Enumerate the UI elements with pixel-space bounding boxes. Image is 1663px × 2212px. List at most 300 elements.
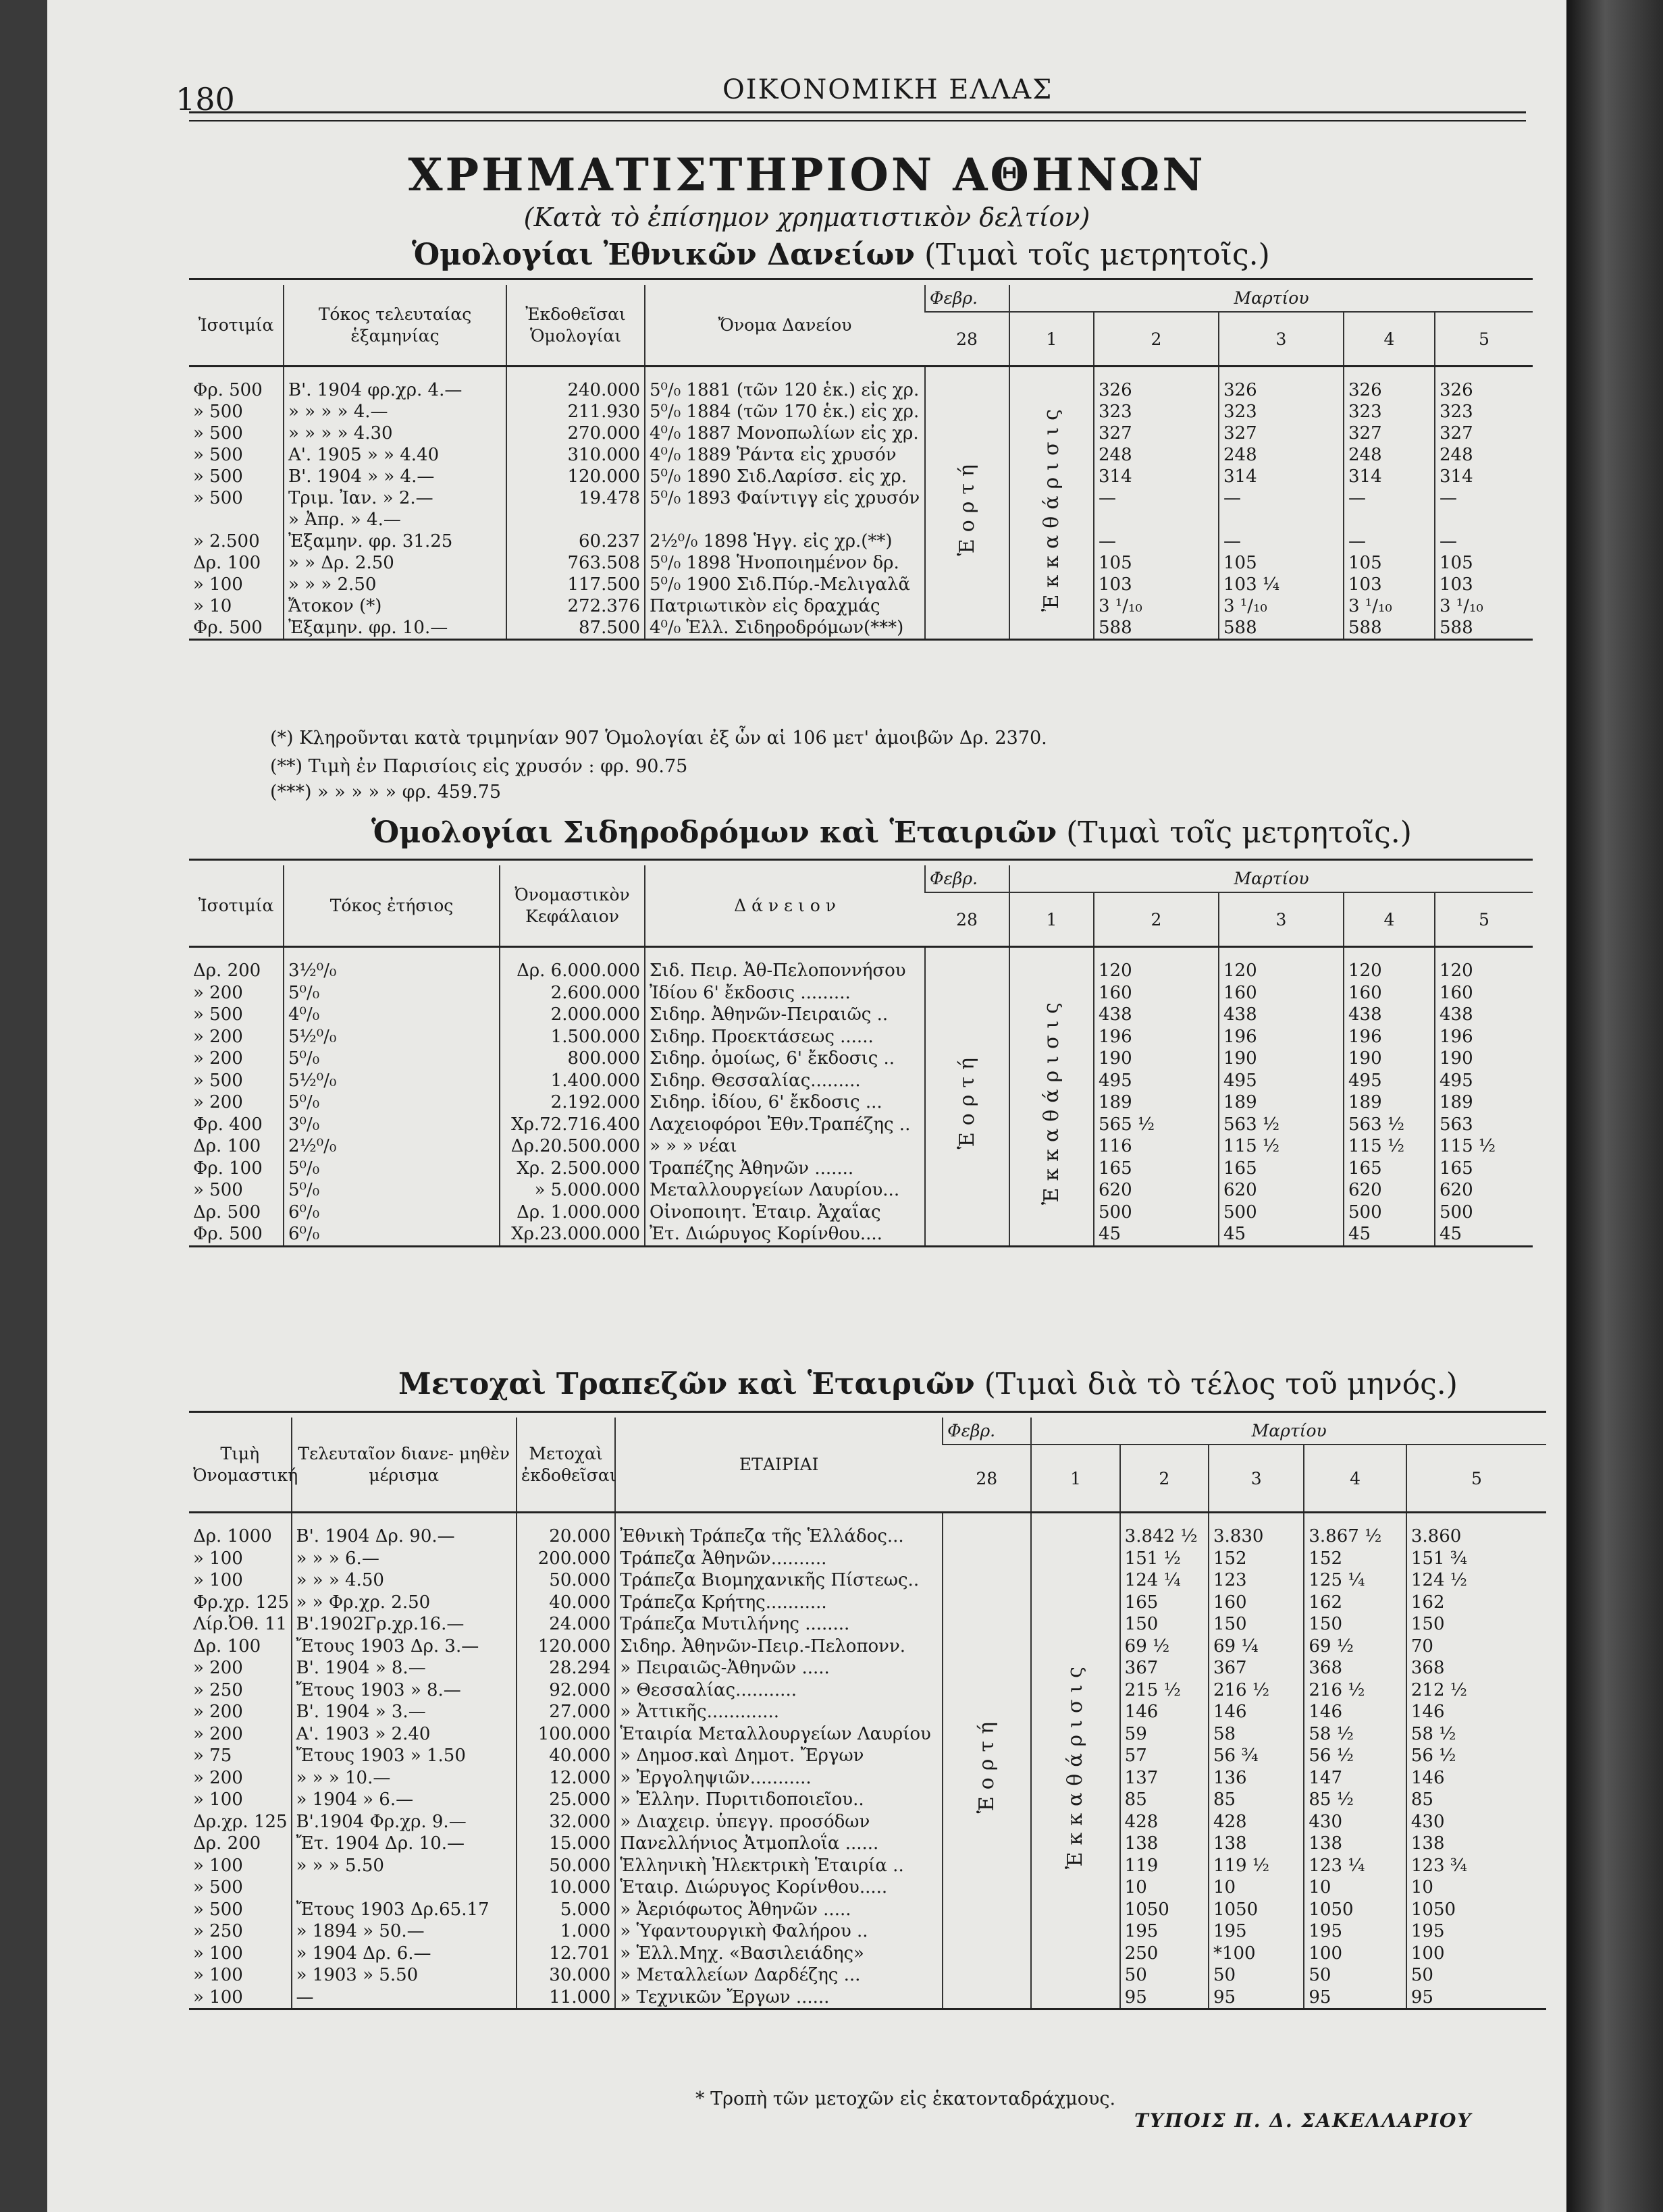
s3-price-cell: 57 — [1120, 1745, 1209, 1767]
s3-price-cell: 119 ½ — [1209, 1855, 1304, 1877]
s1-price-cell — [1435, 509, 1533, 531]
s3-price-cell: 162 — [1304, 1592, 1406, 1614]
s2-month-mar: Μαρτίου — [1009, 865, 1533, 892]
s2-price-cell: 620 — [1435, 1179, 1533, 1202]
s3-price-cell: 146 — [1209, 1701, 1304, 1723]
s3-price-cell: 10 — [1304, 1877, 1406, 1899]
s3-price-cell: 367 — [1120, 1657, 1209, 1679]
s1-cell: Β'. 1904 » » 4.— — [284, 466, 506, 487]
s1-cell: » » » » 4.30 — [284, 423, 506, 444]
s2-price-cell: 196 — [1435, 1026, 1533, 1048]
s3-header-0: Τιμὴ Ὀνομαστική — [189, 1418, 292, 1513]
s2-cell: Δρ.20.500.000 — [500, 1135, 645, 1158]
s1-cell: 270.000 — [506, 423, 645, 444]
s2-cell: Χρ. 2.500.000 — [500, 1158, 645, 1180]
s3-cell: 30.000 — [517, 1964, 615, 1987]
s3-cell: Δρ.χρ. 125 — [193, 1811, 288, 1832]
s3-cell: » 200 — [193, 1658, 243, 1679]
s2-cell: Δρ. 6.000.000 — [500, 960, 645, 982]
s3-cell: » » » 10.— — [292, 1767, 517, 1789]
s3-price-cell: 138 — [1304, 1833, 1406, 1855]
s1-row — [189, 423, 1533, 444]
s2-price-cell: 196 — [1094, 1026, 1219, 1048]
s3-cell: 50.000 — [517, 1569, 615, 1592]
s3-cell: Β'. 1904 » 3.— — [292, 1701, 517, 1723]
s1-spacer-cell — [1435, 367, 1533, 380]
s2-cell: Φρ. 100 — [193, 1158, 263, 1179]
s1-month-feb: Φεβρ. — [925, 285, 1009, 312]
s1-row — [189, 466, 1533, 487]
s2-cell: » 200 — [193, 1026, 243, 1047]
s3-cell: Τράπεζα Βιομηχανικῆς Πίστεως.. — [615, 1569, 943, 1592]
s3-row — [189, 1811, 1546, 1833]
s2-price-cell: 116 — [1094, 1135, 1219, 1158]
s2-price-cell: 563 — [1435, 1114, 1533, 1136]
s1-clearing-label: Ἐκκαθάρισις — [1039, 402, 1063, 612]
s3-price-cell: 123 ¾ — [1406, 1855, 1546, 1877]
s2-cell: » 200 — [193, 982, 243, 1003]
s2-cell: 2.000.000 — [500, 1004, 645, 1026]
s2-day-4-header: 4 — [1344, 892, 1435, 947]
s3-price-cell: 146 — [1304, 1701, 1406, 1723]
s1-price-cell: 323 — [1219, 401, 1344, 423]
s3-price-cell: 3.867 ½ — [1304, 1526, 1406, 1548]
s3-price-cell: 136 — [1209, 1767, 1304, 1789]
s2-row — [189, 1070, 1533, 1092]
s3-price-cell: 160 — [1209, 1592, 1304, 1614]
s1-price-cell: 248 — [1094, 444, 1219, 466]
s3-cell: Ἔτους 1903 » 8.— — [292, 1679, 517, 1702]
s1-row — [189, 617, 1533, 640]
s3-price-cell: 368 — [1406, 1657, 1546, 1679]
s2-price-cell: 500 — [1219, 1202, 1344, 1224]
s3-cell: Ἑταιρ. Διώρυγος Κορίνθου..... — [615, 1877, 943, 1899]
s3-cell: » Ἀττικῆς............. — [615, 1701, 943, 1723]
section-2-title — [371, 815, 1412, 850]
s1-cell: » 10 — [193, 596, 232, 617]
s3-price-cell: 195 — [1406, 1920, 1546, 1943]
s3-price-cell: 124 ½ — [1406, 1569, 1546, 1592]
s1-cell: 5⁰/₀ 1884 (τῶν 170 ἑκ.) εἰς χρ. — [645, 401, 925, 423]
s3-row — [189, 1679, 1546, 1702]
s1-price-cell: 323 — [1094, 401, 1219, 423]
s3-price-cell: 85 ½ — [1304, 1789, 1406, 1811]
s1-cell: Ἐξαμην. φρ. 31.25 — [284, 531, 506, 552]
s3-cell: 40.000 — [517, 1592, 615, 1614]
s3-cell: » 250 — [193, 1921, 243, 1942]
s1-cell: » 500 — [193, 466, 243, 487]
s3-cell: Πανελλήνιος Ἀτμοπλοΐα ...... — [615, 1833, 943, 1855]
s1-day-28-header: 28 — [925, 312, 1009, 367]
s1-day-2-header: 2 — [1094, 312, 1219, 367]
s3-price-cell: 430 — [1304, 1811, 1406, 1833]
s2-cell: 800.000 — [500, 1048, 645, 1070]
s1-price-cell: — — [1094, 487, 1219, 509]
s1-cell: Ἐξαμην. φρ. 10.— — [284, 617, 506, 640]
s1-price-cell: — — [1094, 531, 1219, 552]
s1-price-cell: 588 — [1435, 617, 1533, 640]
s1-price-cell: 588 — [1094, 617, 1219, 640]
s2-cell: Δρ. 100 — [193, 1136, 261, 1157]
s2-price-cell: 438 — [1435, 1004, 1533, 1026]
s3-price-cell: 146 — [1120, 1701, 1209, 1723]
s3-cell: Τράπεζα Μυτιλήνης ........ — [615, 1613, 943, 1636]
s1-row — [189, 574, 1533, 595]
section-1-title-bold: Ὁμολογίαι Ἐθνικῶν Δανείων — [412, 238, 915, 272]
s2-spacer-cell — [284, 947, 500, 961]
s1-price-cell: 323 — [1435, 401, 1533, 423]
s1-price-cell: 248 — [1344, 444, 1435, 466]
s2-cell: 2½⁰/₀ — [284, 1135, 500, 1158]
s2-day-3-header: 3 — [1219, 892, 1344, 947]
s2-price-cell: 120 — [1435, 960, 1533, 982]
s3-price-cell: 85 — [1406, 1789, 1546, 1811]
s3-price-cell: 212 ½ — [1406, 1679, 1546, 1702]
section-3-title — [398, 1367, 1458, 1401]
s1-cell: » Ἀπρ. » 4.— — [284, 509, 506, 531]
s2-price-cell: 165 — [1094, 1158, 1219, 1180]
s1-price-cell: 326 — [1094, 379, 1219, 401]
s2-cell: 5½⁰/₀ — [284, 1026, 500, 1048]
s3-cell: Τράπεζα Κρήτης........... — [615, 1592, 943, 1614]
s1-price-cell: 314 — [1219, 466, 1344, 487]
s1-price-cell: — — [1219, 487, 1344, 509]
s2-cell: Χρ.72.716.400 — [500, 1114, 645, 1136]
s1-cell: 5⁰/₀ 1890 Σιδ.Λαρίσσ. εἰς χρ. — [645, 466, 925, 487]
s3-row — [189, 1899, 1546, 1921]
s3-price-cell: 10 — [1209, 1877, 1304, 1899]
s2-cell: 5⁰/₀ — [284, 1048, 500, 1070]
s3-cell: 40.000 — [517, 1745, 615, 1767]
s3-cell: Β'. 1904 » 8.— — [292, 1657, 517, 1679]
s2-row — [189, 982, 1533, 1004]
subtitle: (Κατὰ τὸ ἐπίσημον χρηματιστικὸν δελτίον) — [523, 203, 1090, 232]
s3-cell: » Τεχνικῶν Ἔργων ...... — [615, 1987, 943, 2009]
s1-cell — [506, 509, 645, 531]
s2-price-cell: 438 — [1344, 1004, 1435, 1026]
s3-price-cell: 69 ¼ — [1209, 1636, 1304, 1658]
s2-clearing-mar1 — [1009, 960, 1094, 1246]
s3-cell: » 200 — [193, 1702, 243, 1723]
s1-price-cell: 103 — [1094, 574, 1219, 595]
s3-price-cell: 215 ½ — [1120, 1679, 1209, 1702]
footnote-3: (***) » » » » » φρ. 459.75 — [270, 782, 502, 803]
s1-cell: 5⁰/₀ 1898 Ἡνοποιημένον δρ. — [645, 552, 925, 574]
s1-spacer-cell — [925, 367, 1009, 380]
s2-spacer-cell — [925, 947, 1009, 961]
s3-cell: Α'. 1903 » 2.40 — [292, 1723, 517, 1746]
s2-cell: 6⁰/₀ — [284, 1223, 500, 1246]
s3-price-cell: 146 — [1406, 1767, 1546, 1789]
s3-spacer-cell — [943, 1513, 1031, 1526]
s1-price-cell: 327 — [1435, 423, 1533, 444]
s3-cell: 200.000 — [517, 1548, 615, 1570]
s2-cell: Σιδηρ. Θεσσαλίας......... — [645, 1070, 925, 1092]
s2-cell: Δρ. 1.000.000 — [500, 1202, 645, 1224]
s2-price-cell: 120 — [1344, 960, 1435, 982]
s3-day-4-header: 4 — [1304, 1445, 1406, 1513]
s2-cell: Ἰδίου 6' ἔκδοσις ......... — [645, 982, 925, 1004]
s1-cell: 117.500 — [506, 574, 645, 595]
s2-cell: 6⁰/₀ — [284, 1202, 500, 1224]
s2-day-28-header: 28 — [925, 892, 1009, 947]
s3-price-cell: 138 — [1406, 1833, 1546, 1855]
s2-cell: Μεταλλουργείων Λαυρίου... — [645, 1179, 925, 1202]
s2-price-cell: 165 — [1219, 1158, 1344, 1180]
s3-price-cell: 56 ½ — [1406, 1745, 1546, 1767]
s3-cell: » 100 — [193, 1943, 243, 1964]
s3-header-3: ΕΤΑΙΡΙΑΙ — [615, 1418, 943, 1513]
s2-cell: Δρ. 500 — [193, 1202, 261, 1222]
s2-row — [189, 1048, 1533, 1070]
book-spine-shadow — [1566, 0, 1663, 2212]
s3-price-cell: 150 — [1304, 1613, 1406, 1636]
s3-price-cell: 165 — [1120, 1592, 1209, 1614]
s1-cell: 5⁰/₀ 1893 Φαίντιγγ εἰς χρυσόν — [645, 487, 925, 509]
s2-price-cell: 190 — [1094, 1048, 1219, 1070]
s1-cell: 60.237 — [506, 531, 645, 552]
s2-price-cell: 500 — [1435, 1202, 1533, 1224]
s1-price-cell: 105 — [1435, 552, 1533, 574]
s3-row — [189, 1592, 1546, 1614]
s3-spacer-cell — [189, 1513, 292, 1526]
s3-cell: 15.000 — [517, 1833, 615, 1855]
s1-row — [189, 595, 1533, 617]
s3-price-cell: 3.830 — [1209, 1526, 1304, 1548]
s2-price-cell: 438 — [1219, 1004, 1344, 1026]
s3-cell: 28.294 — [517, 1657, 615, 1679]
s1-cell — [189, 509, 284, 531]
s3-price-cell: 124 ¼ — [1120, 1569, 1209, 1592]
s2-header-1: Τόκος ἐτήσιος — [284, 865, 500, 947]
s3-holiday-label: Ἑορτή — [974, 1715, 999, 1814]
s1-header-0: Ἰσοτιμία — [189, 285, 284, 367]
s2-cell: Ἐτ. Διώρυγος Κορίνθου.... — [645, 1223, 925, 1246]
s3-price-cell: 3.842 ½ — [1120, 1526, 1209, 1548]
section-3-title-rest: (Τιμαὶ διὰ τὸ τέλος τοῦ μηνός.) — [984, 1367, 1458, 1401]
s2-cell: 5½⁰/₀ — [284, 1070, 500, 1092]
s3-price-cell: 195 — [1120, 1920, 1209, 1943]
s2-price-cell: 190 — [1435, 1048, 1533, 1070]
s3-cell: » 500 — [193, 1899, 243, 1920]
s2-day-5-header: 5 — [1435, 892, 1533, 947]
s1-price-cell: 326 — [1344, 379, 1435, 401]
s2-day-1-header: 1 — [1009, 892, 1094, 947]
s3-price-cell: 1050 — [1406, 1899, 1546, 1921]
s3-row — [189, 1548, 1546, 1570]
s3-day-28-header: 28 — [943, 1445, 1031, 1513]
s2-cell: » » » νέαι — [645, 1135, 925, 1158]
s2-cell: Χρ.23.000.000 — [500, 1223, 645, 1246]
s2-price-cell: 495 — [1435, 1070, 1533, 1092]
s1-price-cell: — — [1435, 487, 1533, 509]
s3-month-feb: Φεβρ. — [943, 1418, 1031, 1445]
s1-cell: 4⁰/₀ 1889 Ῥάντα εἰς χρυσόν — [645, 444, 925, 466]
s3-holiday-feb28 — [943, 1526, 1031, 2009]
s3-cell: » 1904 » 6.— — [292, 1789, 517, 1811]
s1-price-cell: 327 — [1344, 423, 1435, 444]
s2-row — [189, 1091, 1533, 1114]
s3-row — [189, 1701, 1546, 1723]
s3-price-cell: 195 — [1209, 1920, 1304, 1943]
s3-price-cell: 69 ½ — [1304, 1636, 1406, 1658]
s1-cell: Φρ. 500 — [193, 618, 263, 639]
s2-holiday-feb28 — [925, 960, 1009, 1246]
s1-cell: 120.000 — [506, 466, 645, 487]
s3-spacer-cell — [292, 1513, 517, 1526]
s3-cell: 20.000 — [517, 1526, 615, 1548]
s2-price-cell: 620 — [1344, 1179, 1435, 1202]
s3-price-cell: 150 — [1406, 1613, 1546, 1636]
s3-cell: » 100 — [193, 1570, 243, 1591]
s3-price-cell: 100 — [1406, 1943, 1546, 1965]
s3-cell: 32.000 — [517, 1811, 615, 1833]
s3-price-cell: 367 — [1209, 1657, 1304, 1679]
header-rule-2 — [189, 120, 1526, 122]
s3-cell: Ἐθνικὴ Τράπεζα τῆς Ἑλλάδος... — [615, 1526, 943, 1548]
s3-day-2-header: 2 — [1120, 1445, 1209, 1513]
s1-cell: 763.508 — [506, 552, 645, 574]
s3-row — [189, 1877, 1546, 1899]
s1-day-1-header: 1 — [1009, 312, 1094, 367]
book-page — [47, 0, 1566, 2212]
s2-cell: » 200 — [193, 1092, 243, 1113]
s1-cell: 19.478 — [506, 487, 645, 509]
s3-cell: » Μεταλλείων Δαρδέζης ... — [615, 1964, 943, 1987]
s3-day-5-header: 5 — [1406, 1445, 1546, 1513]
s1-cell: 5⁰/₀ 1881 (τῶν 120 ἑκ.) εἰς χρ. — [645, 379, 925, 401]
s1-cell: » 500 — [193, 488, 243, 509]
s3-spacer-cell — [1031, 1513, 1119, 1526]
s2-header-0: Ἰσοτιμία — [189, 865, 284, 947]
s2-price-cell: 500 — [1094, 1202, 1219, 1224]
s1-month-mar: Μαρτίου — [1009, 285, 1533, 312]
s2-cell: Φρ. 500 — [193, 1224, 263, 1245]
s2-row — [189, 1135, 1533, 1158]
footnote-2: (**) Τιμὴ ἐν Παρισίοις εἰς χρυσόν : φρ. 90.75 — [270, 756, 688, 777]
s3-row — [189, 1745, 1546, 1767]
s3-price-cell: 150 — [1209, 1613, 1304, 1636]
s3-cell: » Ἑλλην. Πυριτιδοποιεῖου.. — [615, 1789, 943, 1811]
s3-row — [189, 1964, 1546, 1987]
s1-price-cell: 248 — [1435, 444, 1533, 466]
s1-cell: 87.500 — [506, 617, 645, 640]
s1-price-cell: 327 — [1219, 423, 1344, 444]
s2-price-cell: 495 — [1219, 1070, 1344, 1092]
s1-cell: Ἄτοκον (*) — [284, 595, 506, 617]
s2-price-cell: 115 ½ — [1219, 1135, 1344, 1158]
s3-row — [189, 1569, 1546, 1592]
s3-cell: Λίρ.Ὀθ. 11 — [193, 1614, 288, 1635]
s1-price-cell: 103 — [1344, 574, 1435, 595]
s1-price-cell — [1219, 509, 1344, 531]
s3-cell: Δρ. 1000 — [193, 1526, 272, 1547]
s2-price-cell: 495 — [1344, 1070, 1435, 1092]
s2-cell: » 500 — [193, 1070, 243, 1091]
s3-spacer-cell — [1209, 1513, 1304, 1526]
s2-cell: Σιδηρ. Προεκτάσεως ...... — [645, 1026, 925, 1048]
s2-price-cell: 189 — [1344, 1091, 1435, 1114]
s1-cell: » » » » 4.— — [284, 401, 506, 423]
s2-price-cell: 115 ½ — [1435, 1135, 1533, 1158]
s3-cell: 27.000 — [517, 1701, 615, 1723]
s1-cell: Β'. 1904 φρ.χρ. 4.— — [284, 379, 506, 401]
s2-spacer-cell — [645, 947, 925, 961]
s3-price-cell: 100 — [1304, 1943, 1406, 1965]
shares-table — [189, 1418, 1546, 2010]
s3-cell: 25.000 — [517, 1789, 615, 1811]
s1-cell: Α'. 1905 » » 4.40 — [284, 444, 506, 466]
s2-row — [189, 1114, 1533, 1136]
s3-cell: Δρ. 200 — [193, 1833, 261, 1854]
s3-price-cell: 95 — [1406, 1987, 1546, 2009]
s3-price-cell: 95 — [1120, 1987, 1209, 2009]
s2-price-cell: 160 — [1219, 982, 1344, 1004]
s3-cell: Β'. 1904 Δρ. 90.— — [292, 1526, 517, 1548]
s3-price-cell: 58 — [1209, 1723, 1304, 1746]
s1-cell: Φρ. 500 — [193, 380, 263, 401]
s3-price-cell: 125 ¼ — [1304, 1569, 1406, 1592]
s2-price-cell: 190 — [1344, 1048, 1435, 1070]
s2-cell: Φρ. 400 — [193, 1114, 263, 1135]
s3-price-cell: 138 — [1209, 1833, 1304, 1855]
s3-cell: » 1904 Δρ. 6.— — [292, 1943, 517, 1965]
s3-spacer-cell — [1406, 1513, 1546, 1526]
s1-row — [189, 552, 1533, 574]
s1-spacer-cell — [1219, 367, 1344, 380]
s2-price-cell: 190 — [1219, 1048, 1344, 1070]
s3-cell: » 100 — [193, 1548, 243, 1569]
s1-price-cell: 3 ¹/₁₀ — [1094, 595, 1219, 617]
s2-price-cell: 45 — [1094, 1223, 1219, 1246]
s3-cell: 92.000 — [517, 1679, 615, 1702]
s3-cell: 12.000 — [517, 1767, 615, 1789]
s1-spacer-cell — [1344, 367, 1435, 380]
s2-cell: 1.500.000 — [500, 1026, 645, 1048]
s2-row — [189, 960, 1533, 982]
s3-cell: Φρ.χρ. 125 — [193, 1592, 290, 1613]
s2-price-cell: 160 — [1344, 982, 1435, 1004]
s2-price-cell: 563 ½ — [1219, 1114, 1344, 1136]
s3-price-cell: 146 — [1406, 1701, 1546, 1723]
s2-cell: 5⁰/₀ — [284, 1158, 500, 1180]
s3-cell: » 500 — [193, 1877, 243, 1898]
s3-cell: » » » 5.50 — [292, 1855, 517, 1877]
s1-price-cell: — — [1344, 487, 1435, 509]
s1-spacer-cell — [1009, 367, 1094, 380]
main-title: ΧΡΗΜΑΤΙΣΤΗΡΙΟΝ ΑΘΗΝΩΝ — [408, 149, 1206, 201]
s3-price-cell: 150 — [1120, 1613, 1209, 1636]
s1-clearing-mar1 — [1009, 379, 1094, 640]
s3-price-cell: 50 — [1304, 1964, 1406, 1987]
footnote-1: (*) Κληροῦνται κατὰ τριμηνίαν 907 Ὁμολογίαι ἐξ ὧν αἱ 106 μετ' ἀμοιβῶν Δρ. 2370. — [270, 728, 1047, 749]
s2-price-cell: 189 — [1219, 1091, 1344, 1114]
s2-price-cell: 438 — [1094, 1004, 1219, 1026]
s3-spacer-cell — [1120, 1513, 1209, 1526]
s2-row — [189, 1179, 1533, 1202]
s2-price-cell: 620 — [1219, 1179, 1344, 1202]
s2-row — [189, 1026, 1533, 1048]
s3-price-cell: 368 — [1304, 1657, 1406, 1679]
s3-cell: Ἔτους 1903 Δρ. 3.— — [292, 1636, 517, 1658]
s2-day-2-header: 2 — [1094, 892, 1219, 947]
s3-cell: » Πειραιῶς-Ἀθηνῶν ..... — [615, 1657, 943, 1679]
s3-cell: » 100 — [193, 1987, 243, 2007]
s1-header-1: Τόκος τελευταίας ἑξαμηνίας — [284, 285, 506, 367]
s3-cell: » 100 — [193, 1789, 243, 1810]
s3-price-cell: 58 ½ — [1406, 1723, 1546, 1746]
s1-spacer-cell — [645, 367, 925, 380]
